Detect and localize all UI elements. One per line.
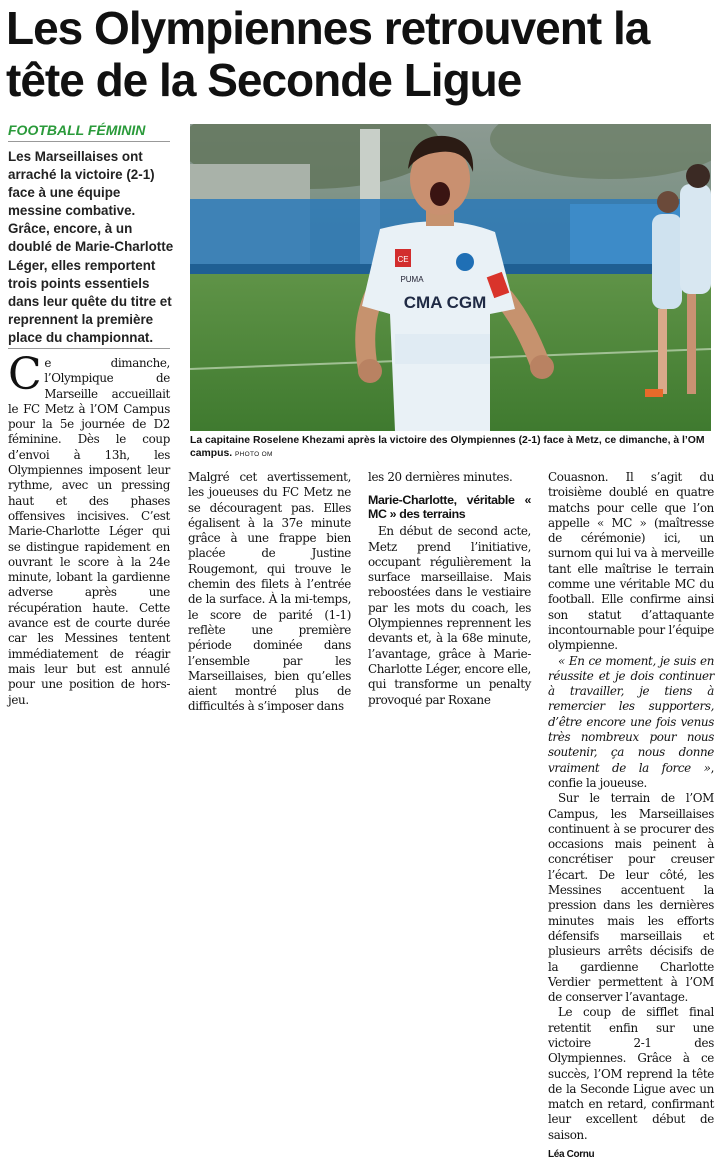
brand-text: PUMA — [400, 275, 424, 284]
headline: Les Olympiennes retrouvent la tête de la Seconde Ligue — [6, 2, 650, 106]
article-photo — [190, 124, 711, 431]
subhead — [368, 493, 531, 521]
article-paragraph — [548, 791, 714, 1005]
article-paragraph — [368, 524, 531, 708]
article-column-4 — [548, 470, 714, 1162]
sponsor-badge-text: CE — [397, 255, 409, 264]
text-run: Marie-Charlotte, véritable « MC » des terrains — [368, 493, 531, 522]
author-signature — [548, 1147, 714, 1162]
quote: « En ce moment, je suis en réussite et je dois continuer à travailler, je tiens à remercier les supporters, d’être encore une fois venus très nombreux pour nous soutenir, ça nous donne vraiment de la force » — [548, 653, 714, 775]
club-crest-icon — [456, 253, 474, 271]
article-paragraph — [548, 1005, 714, 1143]
text-run: e dimanche, l’Olympique de Marseille accueillait le FC Metz à l’OM Campus pour la 5e journée de D2 féminine. Dès le coup d’envoi à 13h, les Olympiennes imposent leur rythme, avec un pressing haut et des phases offensives incisives. C’est Marie-Charlotte Léger qui se distingue rapidement en ouvrant le score à la 24e minute, lobant la gardienne adverse après une récupération haute. Cette avance est de courte durée car les Messines tentent immédiatement de réagir mais leur but est annulé pour une position de hors-jeu. — [8, 356, 170, 707]
article-column-3 — [368, 470, 531, 708]
article-paragraph — [548, 654, 714, 792]
section-kicker: FOOTBALL FÉMININ — [8, 122, 170, 142]
quote-tail: , confie la joueuse. — [548, 760, 714, 790]
text-run: Malgré cet avertissement, les joueuses du FC Metz ne se découragent pas. Elles égalisent à la 37e minute grâce à une frappe bien placée de Justine Rougemont, qui trouve le chemin des filets à l’entrée de la surface. À la mi-temps, le score de parité (1-1) reflète une première période dominée dans l’ensemble par les Marseillaises, bien qu’elles aient montré plus de difficultés à s’imposer dans — [188, 470, 351, 714]
photo-illustration — [190, 124, 711, 431]
text-run: Léa Cornu — [548, 1149, 595, 1161]
article-paragraph — [8, 349, 170, 708]
article-paragraph — [548, 470, 714, 654]
text-run: Sur le terrain de l’OM Campus, les Marseillaises continuent à se procurer des occasions mais peinent à concrétiser pour creuser l’écart. De leur côté, les Messines accentuent la pression dans les dernières minutes mais les efforts défensifs marseillais et plusieurs arrêts décisifs de la gardienne Charlotte Verdier permettent à l’OM de conserver l’avantage. — [548, 791, 714, 1005]
photo-credit: PHOTO OM — [235, 451, 273, 458]
article-paragraph — [368, 470, 531, 485]
article-column-2 — [188, 470, 351, 715]
text-run: Le coup de sifflet final retentit enfin sur une victoire 2-1 des Olympiennes. Grâce à ce succès, l’OM reprend la tête de la Seconde Ligue avec un match en retard, confirmant leur excellent début de saison. — [548, 1005, 714, 1142]
jersey-sponsor-text: CMA CGM — [403, 293, 487, 312]
text-run: les 20 dernières minutes. — [368, 470, 513, 484]
article-paragraph — [188, 470, 351, 715]
text-run: En début de second acte, Metz prend l’initiative, occupant régulièrement la surface marseillaise. Mais reboostées dans le vestiaire par les mots du coach, les Olympiennes reprennent les devants et, à la 68e minute, l’avantage, grâce à Marie-Charlotte Léger, encore elle, qui transforme un penalty provoqué par Roxane — [368, 524, 531, 707]
text-run: Couasnon. Il s’agit du troisième doublé en quatre matchs pour celle que l’on appelle « MC » (maîtresse de cérémonie) ici, un surnom qui lui va à merveille tant elle maîtrise le terrain comme une véritable MC du football. Elle confirme ainsi son statut d’attaquante incontournable pour l’équipe olympienne. — [548, 470, 714, 653]
photo-caption — [190, 434, 711, 461]
caption-text: La capitaine Roselene Khezami après la victoire des Olympiennes (2-1) face à Metz, ce dimanche, à l’OM campus. — [190, 435, 705, 459]
chapo-lead: Les Marseillaises ont arraché la victoire (2-1) face à une équipe messine combative. Grâce, encore, à un doublé de Marie-Charlotte Léger, elles remportent trois points essentiels dans leur quête du titre et reprennent la première place du championnat. — [8, 149, 174, 345]
dropcap: C — [8, 349, 42, 400]
article-column-1 — [8, 349, 170, 708]
